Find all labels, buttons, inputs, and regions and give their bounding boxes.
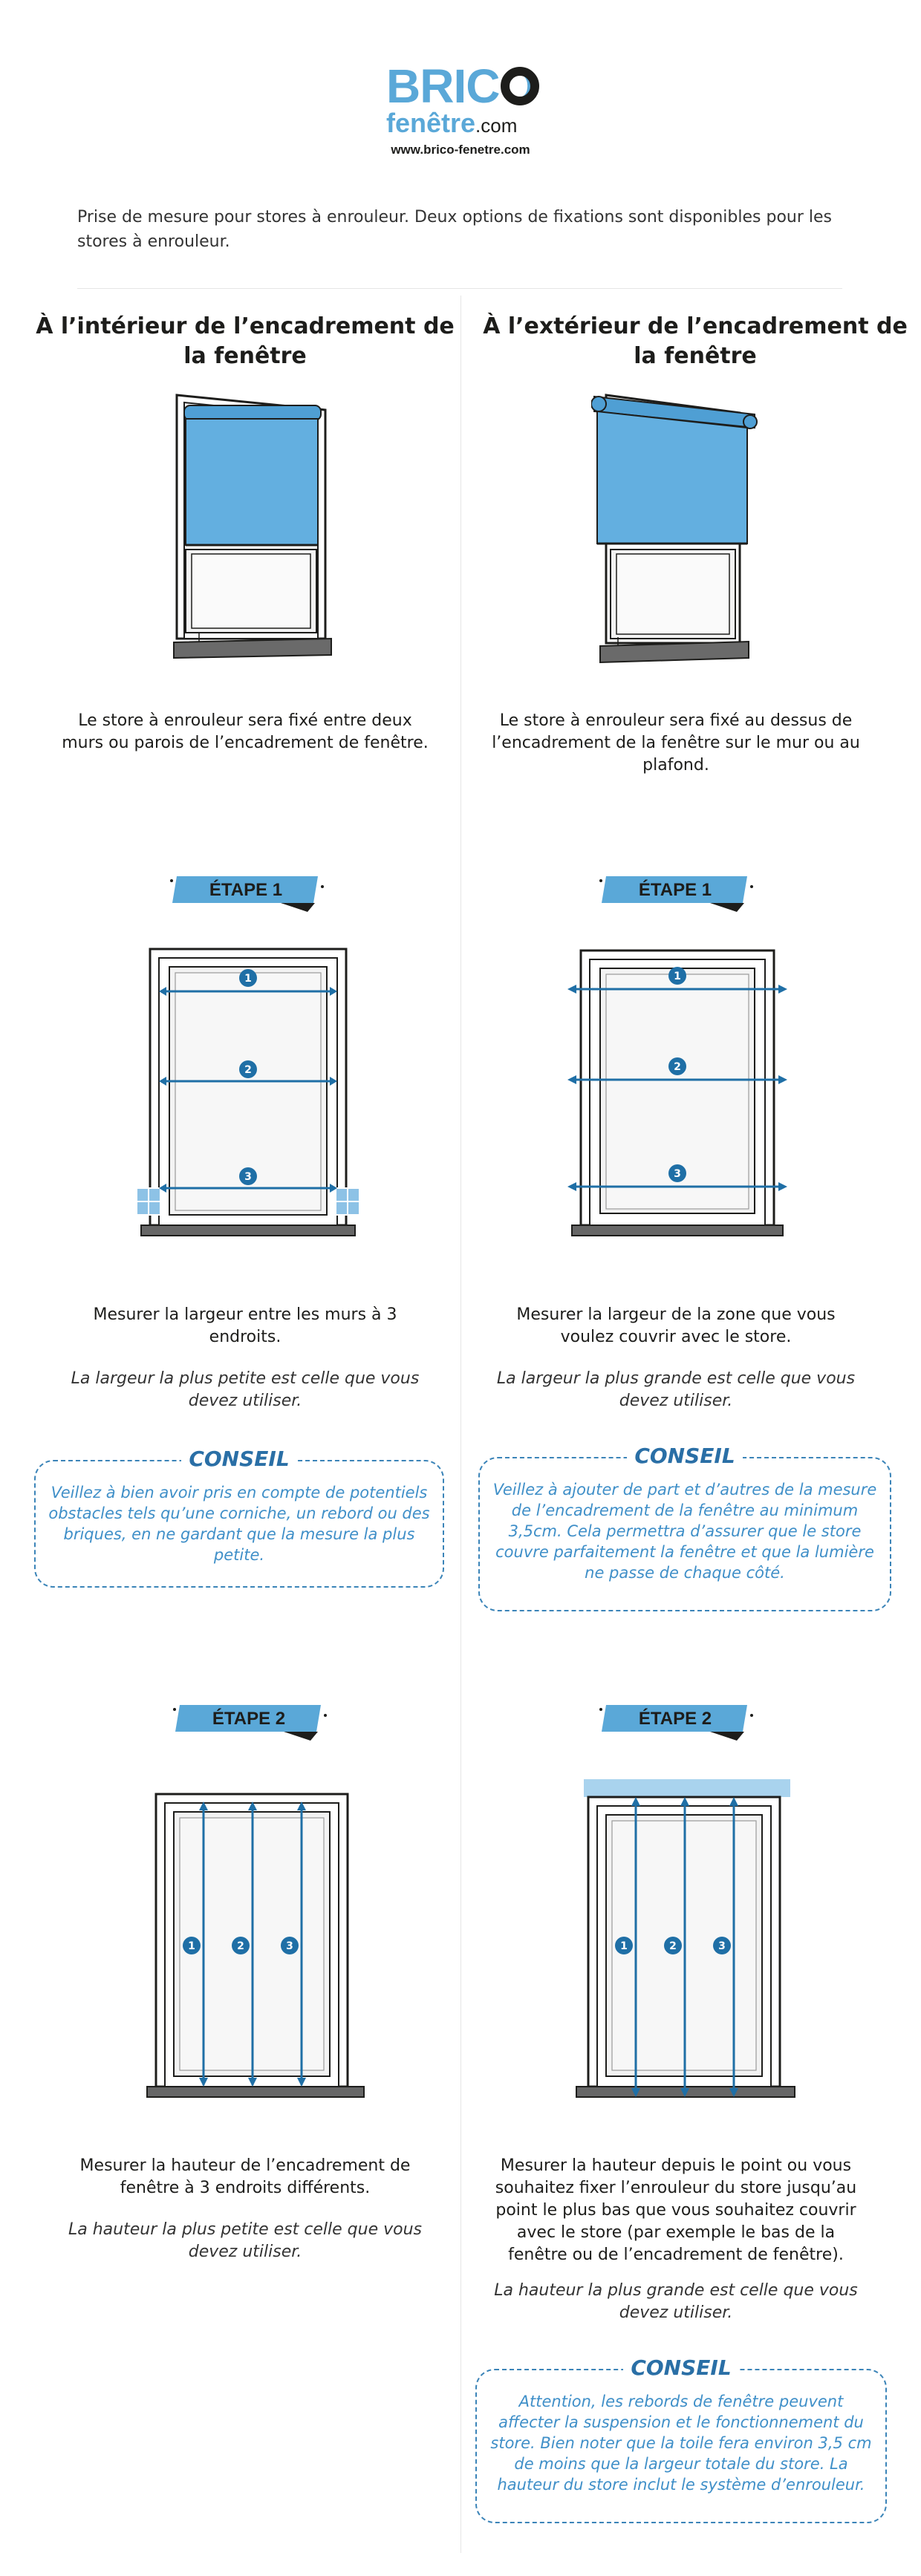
left-step2-badge [172, 1699, 328, 1745]
left-step1-note: La largeur la plus petite est celle que vous devez utiliser. [71, 1369, 420, 1410]
left-column-title: À l’intérieur de l’encadrement de la fenêtre [36, 313, 455, 369]
divider [77, 288, 842, 289]
logo-fenetre-text [386, 108, 517, 140]
left-step2-badge-text: ÉTAPE 2 [212, 1709, 286, 1729]
logo-com-text: .com [475, 114, 518, 137]
right-step1-marker-2: 2 [674, 1061, 681, 1073]
left-description: Le store à enrouleur sera fixé entre deux murs ou parois de l’encadrement de fenêtre. [62, 711, 429, 752]
left-step1-badge-text: ÉTAPE 1 [209, 880, 283, 900]
right-step1-instruction: Mesurer la largeur de la zone que vous voulez couvrir avec le store. [516, 1305, 836, 1346]
right-step1-badge [599, 870, 755, 916]
right-step2-marker-1: 1 [620, 1940, 628, 1952]
right-step1-marker-3: 3 [674, 1168, 681, 1180]
left-step1-marker-3: 3 [244, 1171, 252, 1183]
left-width-measure-illustration [134, 943, 364, 1255]
right-step1-marker-1: 1 [674, 971, 681, 982]
left-step1-badge [169, 870, 325, 916]
right-step1-badge-text: ÉTAPE 1 [638, 880, 712, 900]
right-step1-note: La largeur la plus grande est celle que vous devez utiliser. [496, 1369, 856, 1410]
left-step1-marker-2: 2 [244, 1064, 252, 1076]
logo-ring-icon [499, 65, 541, 107]
left-step1-instruction: Mesurer la largeur entre les murs à 3 endroits. [93, 1305, 397, 1346]
right-conseil-text: Veillez à ajouter de part et d’autres de la mesure de l’encadrement de la fenêtre au minimum 3,5cm. Cela permettra d’assurer que le store couvre parfaitement la fenêtre et que la lumière ne passe de chaque côté. [492, 1481, 877, 1582]
right-step2-marker-2: 2 [669, 1940, 677, 1952]
right-description: Le store à enrouleur sera fixé au dessus de l’encadrement de la fenêtre sur le mur ou au plafond. [492, 711, 860, 775]
right-conseil2-box [475, 2355, 887, 2523]
right-conseil-box [478, 1444, 891, 1611]
right-step2-marker-3: 3 [718, 1940, 726, 1952]
right-step2-note: La hauteur la plus grande est celle que vous devez utiliser. [494, 2281, 858, 2322]
right-conseil2-title: CONSEIL [477, 2355, 885, 2380]
right-step2-instruction: Mesurer la hauteur depuis le point ou vous souhaitez fixer l’enrouleur du store jusqu’au point le plus bas que vous souhaitez couvrir avec le store (par exemple le bas de la fenêtre ou de l’encadrement de fenêtre). [495, 2156, 857, 2264]
right-conseil2-text: Attention, les rebords de fenêtre peuvent affecter la suspension et le fonctionnement du store. Bien noter que la toile fera environ 3,5 cm de moins que la largeur totale du store. La hauteur du store inclut le système d’enrouleur. [490, 2393, 872, 2494]
right-column-title: À l’extérieur de l’encadrement de la fenêtre [483, 313, 908, 369]
logo-fenetre-word: fenêtre [386, 108, 476, 138]
right-step2-badge-text: ÉTAPE 2 [638, 1709, 712, 1729]
intro-text: Prise de mesure pour stores à enrouleur. Deux options de fixations sont disponibles pour les stores à enrouleur. [77, 208, 832, 251]
left-height-measure-illustration [141, 1788, 371, 2106]
blind-outside-illustration [591, 386, 769, 676]
right-height-measure-illustration [572, 1775, 802, 2106]
left-step2-note: La hauteur la plus petite est celle que vous devez utiliser. [68, 2220, 423, 2261]
left-step2-instruction: Mesurer la hauteur de l’encadrement de fenêtre à 3 endroits différents. [79, 2156, 411, 2197]
right-width-measure-illustration [559, 943, 804, 1255]
left-step2-marker-1: 1 [188, 1940, 195, 1952]
left-conseil-text: Veillez à bien avoir pris en compte de potentiels obstacles tels qu’une corniche, un rebord ou des briques, en ne gardant que la mesure la plus petite. [48, 1484, 430, 1564]
logo-brico-text: BRICO [386, 59, 536, 113]
left-step2-marker-3: 3 [286, 1940, 293, 1952]
blind-inside-illustration [169, 386, 340, 676]
left-conseil-title: CONSEIL [36, 1447, 443, 1471]
right-step2-badge [599, 1699, 755, 1745]
site-url[interactable]: www.brico-fenetre.com [391, 143, 530, 157]
left-conseil-box [34, 1447, 444, 1588]
left-step1-marker-1: 1 [244, 973, 252, 985]
right-conseil-title: CONSEIL [480, 1444, 890, 1468]
left-step2-marker-2: 2 [237, 1940, 244, 1952]
